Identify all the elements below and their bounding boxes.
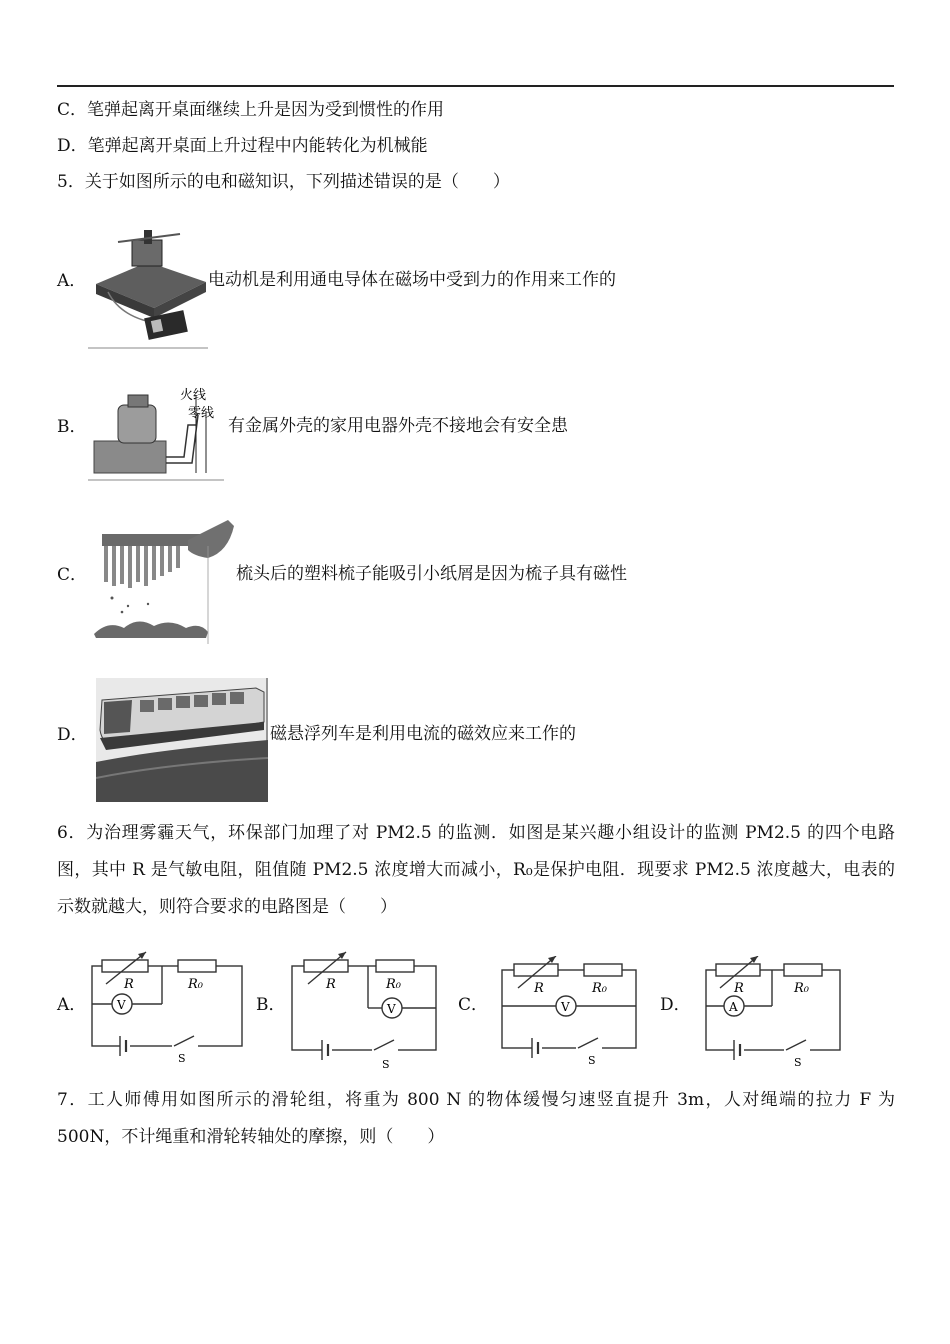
q5-option-b-label: B．	[57, 417, 87, 437]
circuit-b-meter: V	[387, 1002, 396, 1016]
neutral-wire-label: 零线	[188, 406, 215, 421]
motor-image	[88, 222, 208, 350]
circuit-d-switch: S	[794, 1056, 802, 1068]
q6-option-b-label: B．	[256, 995, 286, 1015]
circuit-a-switch: S	[178, 1052, 186, 1065]
circuit-c-r0-label: R₀	[592, 981, 607, 996]
comb-image	[88, 516, 236, 644]
circuit-d-r-label: R	[734, 981, 744, 996]
q5-option-c-label: C．	[57, 565, 88, 585]
header-rule	[57, 85, 894, 87]
circuit-b-switch: S	[382, 1058, 390, 1071]
option-d-previous: D．笔弹起离开桌面上升过程中内能转化为机械能	[57, 136, 428, 156]
circuit-c	[492, 956, 644, 1070]
q5-option-b-text: 有金属外壳的家用电器外壳不接地会有安全患	[228, 416, 568, 436]
question-6-stem: 6．为治理雾霾天气，环保部门加理了对 PM2.5 的监测．如图是某兴趣小组设计的监测 PM2.5 的四个电路图，其中 R 是气敏电阻，阻值随 PM2.5 浓度增大而减小，R₀是保护电阻．现要求 PM2.5 浓度越大，电表的示数就越大，则符合要求的电路图是（ ）	[57, 823, 895, 917]
q6-option-c-label: C．	[458, 995, 489, 1015]
circuit-b-r-label: R	[326, 977, 336, 992]
circuit-d-r0-label: R₀	[794, 981, 809, 996]
option-c-previous: C．笔弹起离开桌面继续上升是因为受到惯性的作用	[57, 100, 445, 120]
live-wire-label: 火线	[180, 388, 207, 403]
circuit-a-meter: V	[117, 998, 126, 1012]
q5-option-d-text: 磁悬浮列车是利用电流的磁效应来工作的	[270, 724, 576, 744]
circuit-a-r0-label: R₀	[188, 977, 203, 992]
q6-option-d-label: D．	[660, 995, 691, 1015]
q5-option-d-label: D．	[57, 725, 88, 745]
question-5-stem: 5．关于如图所示的电和磁知识，下列描述错误的是（ ）	[57, 172, 510, 192]
circuit-b	[286, 950, 440, 1076]
q5-option-a-text: 电动机是利用通电导体在磁场中受到力的作用来工作的	[208, 270, 616, 290]
circuit-a	[80, 950, 252, 1070]
circuit-d-meter: A	[729, 1000, 738, 1014]
circuit-d	[692, 956, 846, 1072]
circuit-c-meter: V	[561, 1000, 570, 1014]
appliance-image	[88, 385, 224, 481]
q6-option-a-label: A．	[57, 995, 87, 1015]
circuit-c-r-label: R	[534, 981, 544, 996]
circuit-a-r-label: R	[124, 977, 134, 992]
circuit-b-r0-label: R₀	[386, 977, 401, 992]
q5-option-c-text: 梳头后的塑料梳子能吸引小纸屑是因为梳子具有磁性	[236, 564, 627, 584]
q5-option-a-label: A．	[57, 271, 87, 291]
question-7-stem: 7．工人师傅用如图所示的滑轮组，将重为 800 N 的物体缓慢匀速竖直提升 3m，人对绳端的拉力 F 为 500N，不计绳重和滑轮转轴处的摩擦，则（ ）	[57, 1090, 895, 1147]
maglev-train-image	[96, 678, 268, 802]
circuit-c-switch: S	[588, 1054, 596, 1066]
